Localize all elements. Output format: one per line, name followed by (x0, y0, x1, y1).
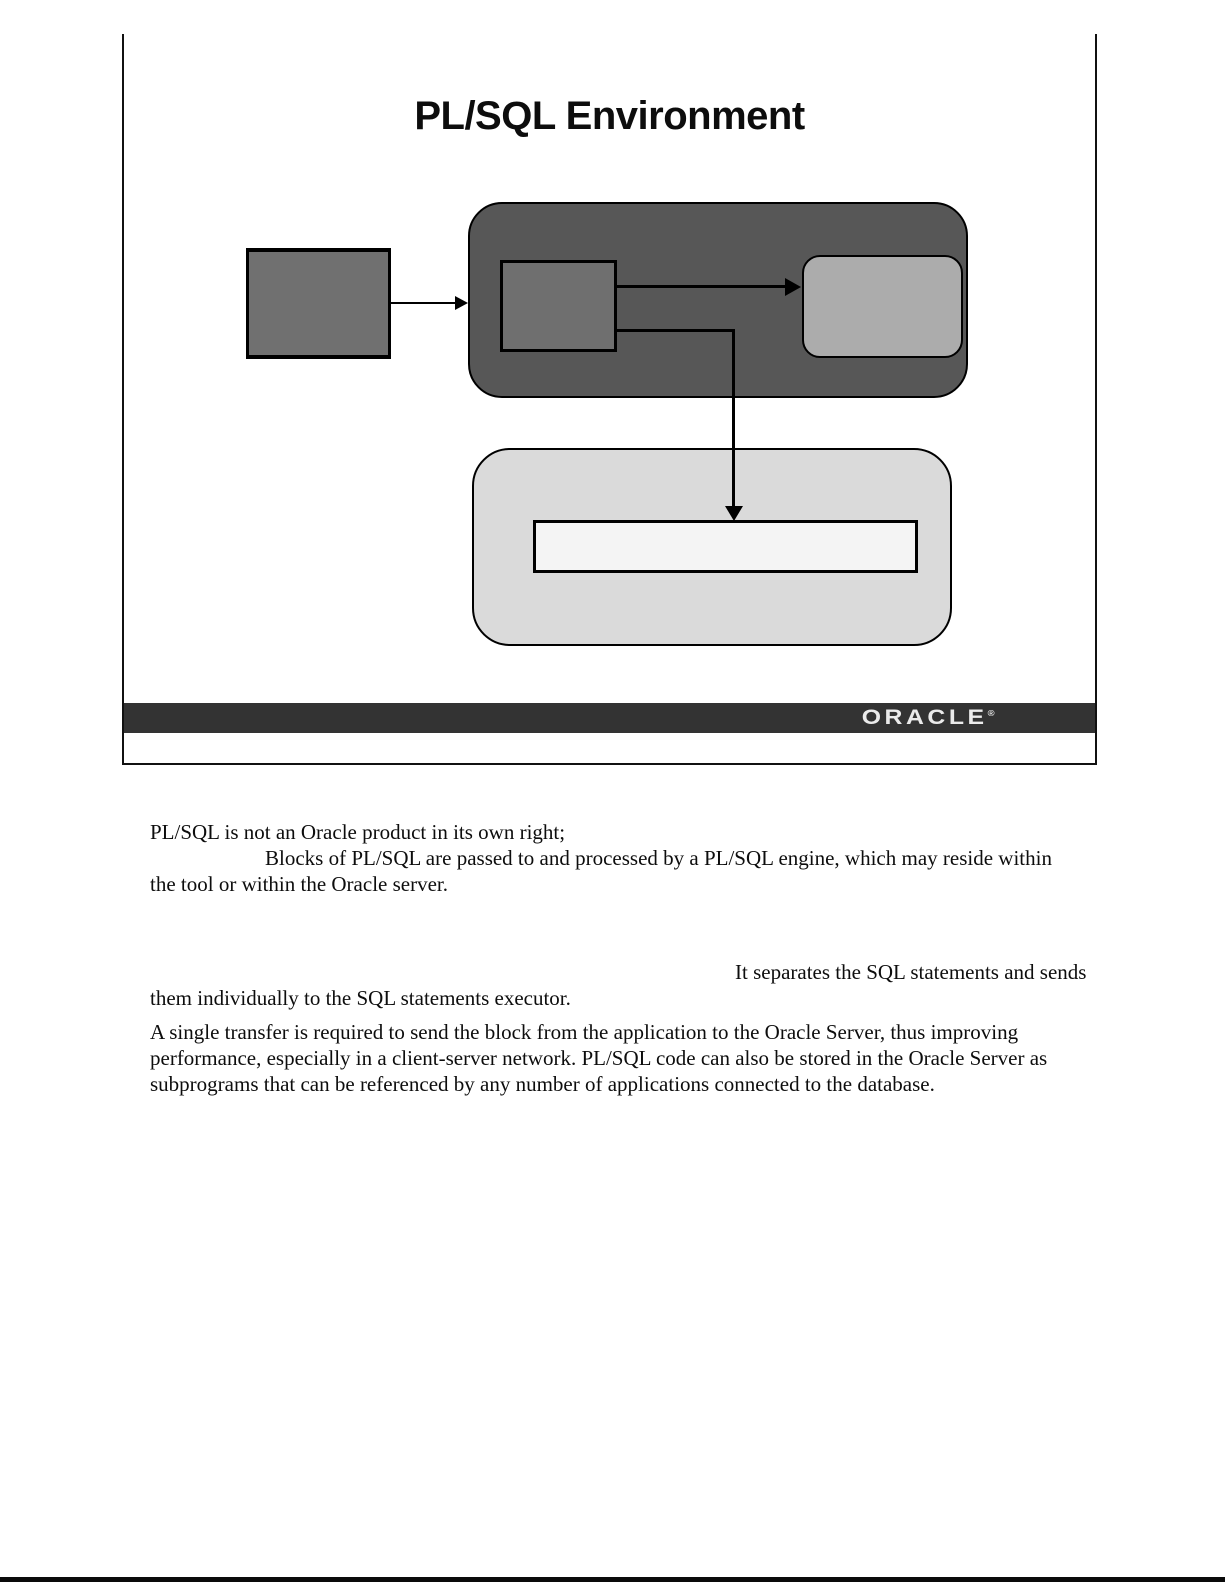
note-paragraph3-line3: subprograms that can be referenced by any number of applications connected to the database. (150, 1072, 935, 1096)
slide-frame (122, 34, 1097, 765)
note-paragraph1-line1: PL/SQL is not an Oracle product in its own right; (150, 820, 566, 844)
note-paragraph2-line1: It separates the SQL statements and sends (735, 960, 1087, 984)
page-bottom-rule (0, 1577, 1225, 1582)
note-paragraph1-line3: the tool or within the Oracle server. (150, 872, 448, 896)
note-paragraph1-line2: Blocks of PL/SQL are passed to and processed by a PL/SQL engine, which may reside within (265, 846, 1052, 870)
registered-mark-icon: ® (988, 709, 995, 718)
connector-tool-to-engine (391, 302, 457, 304)
arrow-right-icon (455, 296, 468, 310)
slide-footer-bar (124, 703, 1095, 733)
diagram-statement-bar (533, 520, 918, 573)
arrow-right-icon (785, 278, 801, 296)
diagram-executor-box (802, 255, 963, 358)
oracle-logo-text: ORACLE (862, 706, 989, 729)
note-paragraph3-line1: A single transfer is required to send the block from the application to the Oracle Server, thus improving (150, 1020, 1019, 1044)
oracle-logo (862, 706, 995, 730)
diagram-inner-block-box (500, 260, 617, 352)
arrow-down-icon (725, 506, 743, 521)
note-paragraph2-line2: them individually to the SQL statements executor. (150, 986, 571, 1010)
note-paragraph3-line2: performance, especially in a client-server network. PL/SQL code can also be stored in the Oracle Server as (150, 1046, 1048, 1070)
diagram-tool-box (246, 248, 391, 359)
connector-elbow-horizontal (617, 329, 735, 332)
connector-block-to-executor (617, 285, 787, 288)
connector-elbow-vertical (732, 329, 735, 507)
slide-title: PL/SQL Environment (414, 94, 805, 138)
